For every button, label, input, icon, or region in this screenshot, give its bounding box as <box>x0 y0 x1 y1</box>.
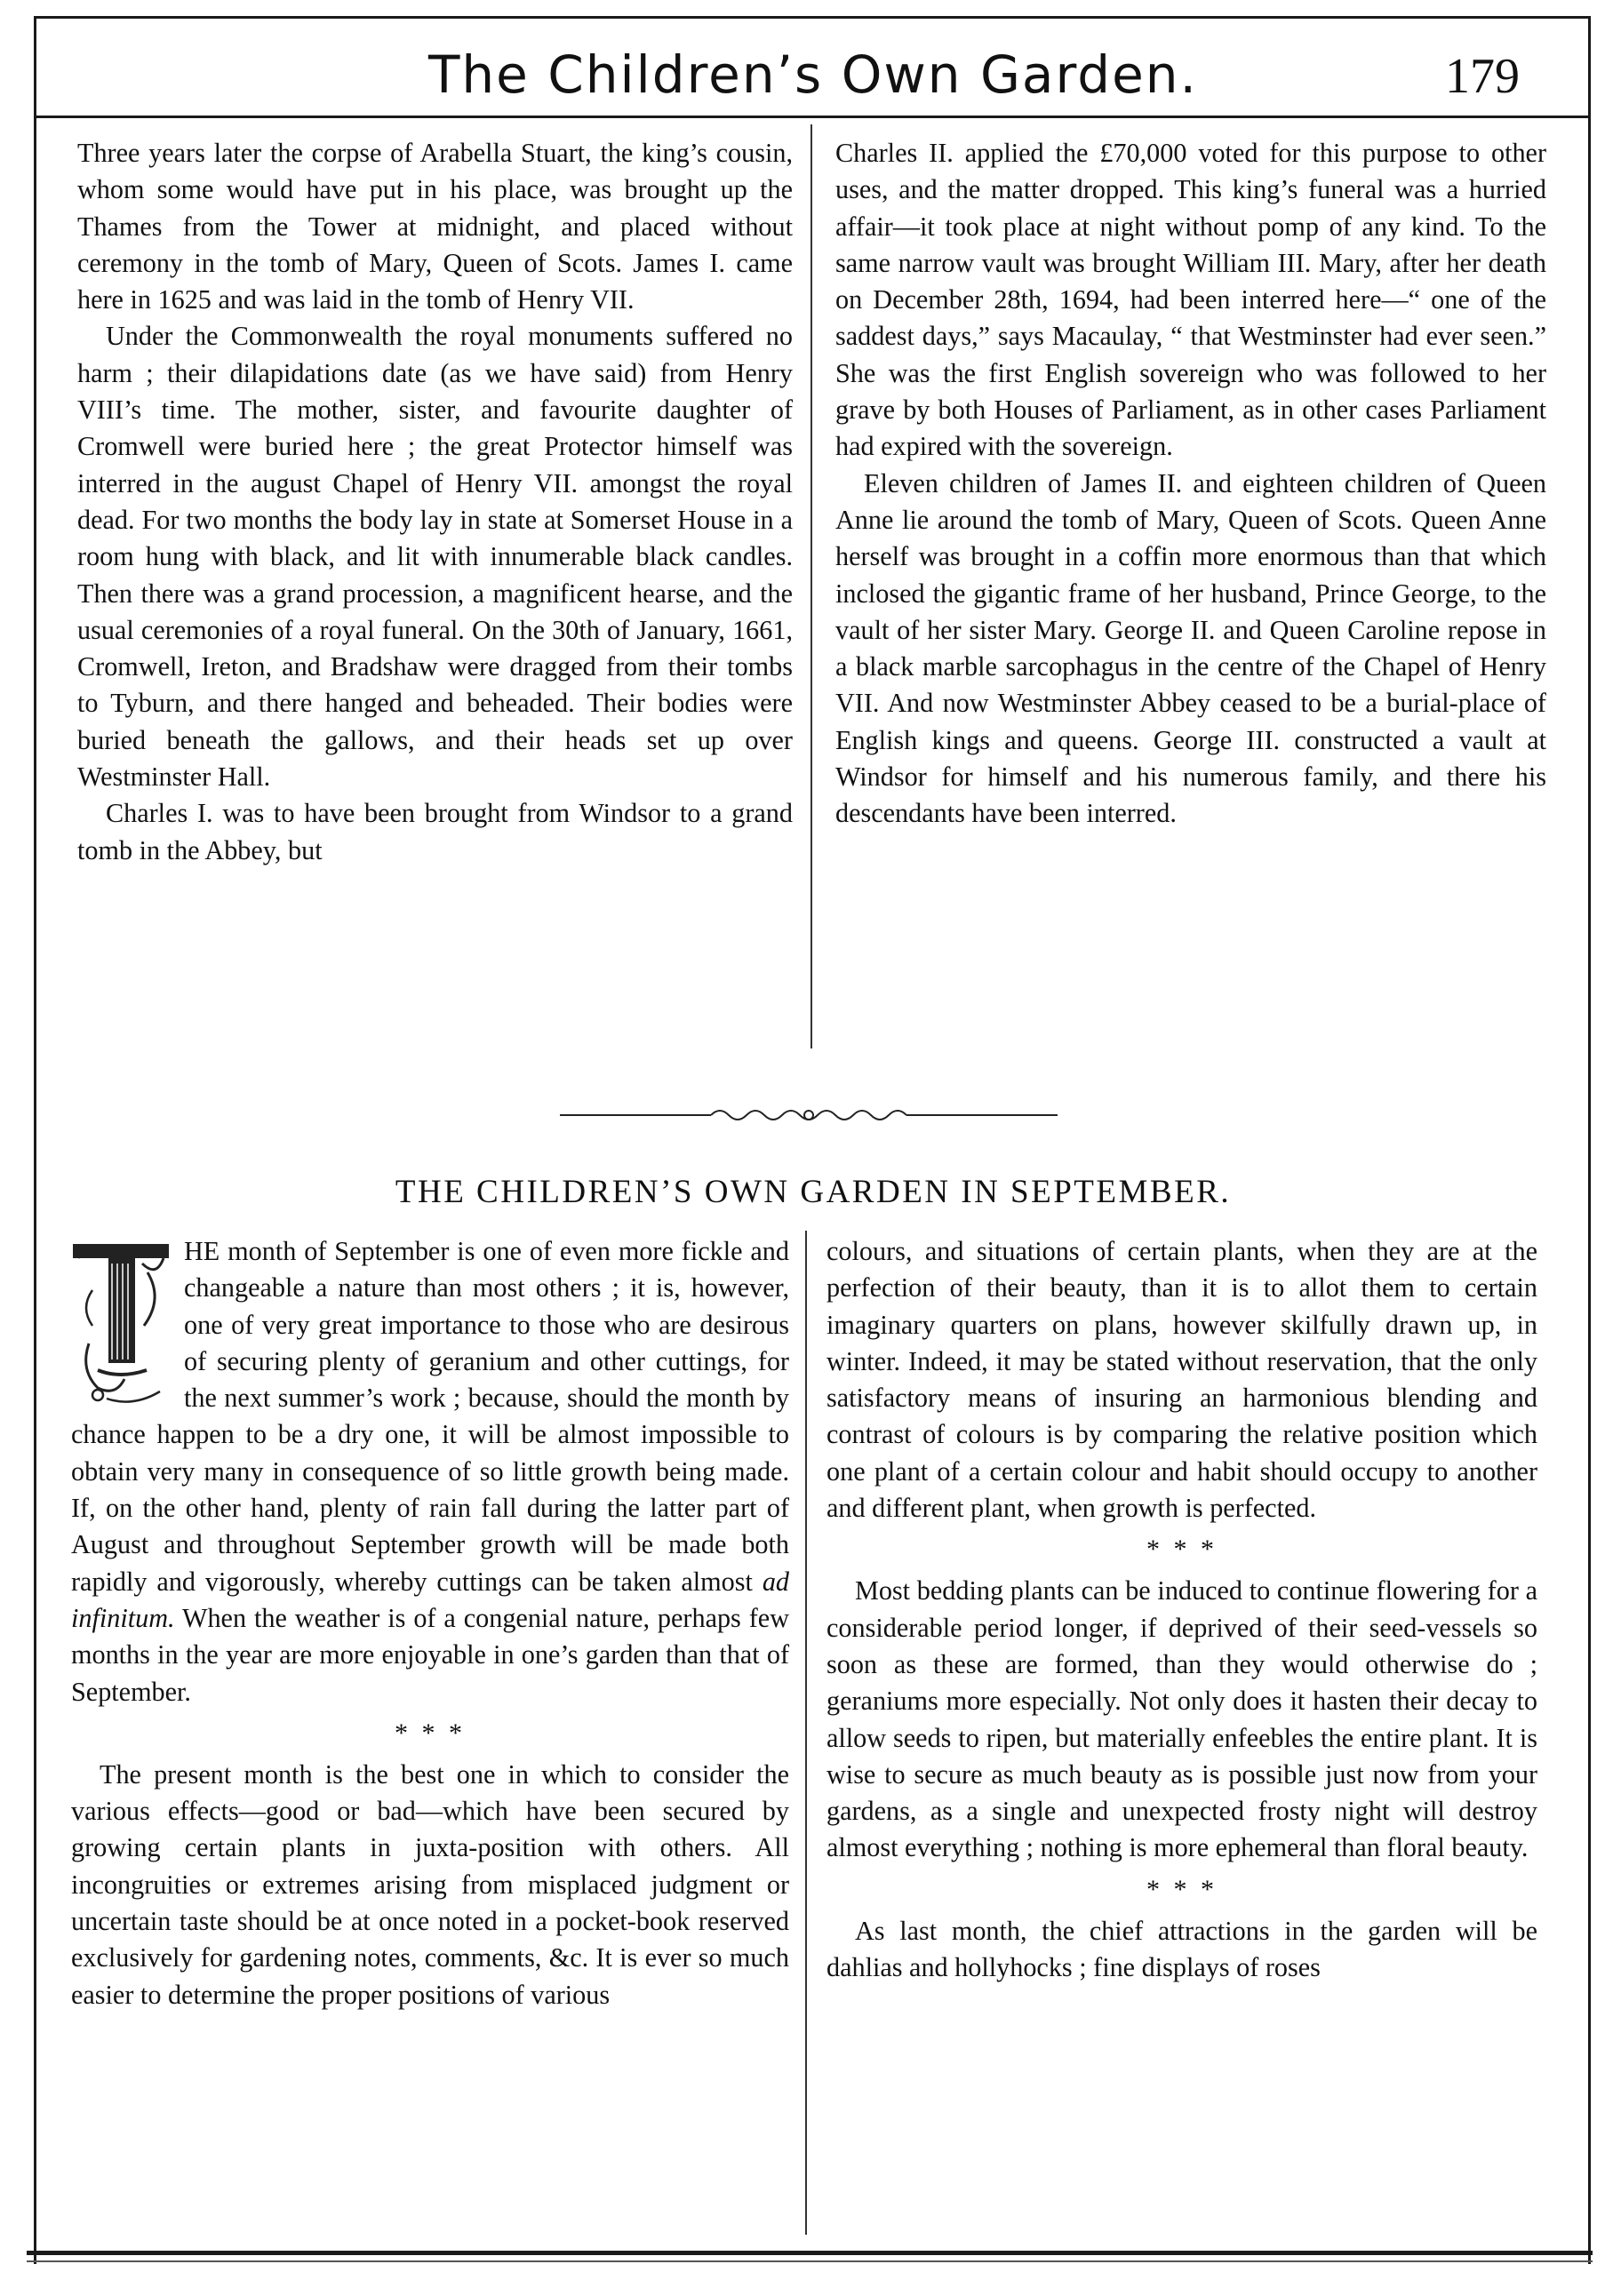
column-divider <box>805 1231 807 2235</box>
paragraph: Under the Commonwealth the royal monuments suffered no harm ; their dilapidations date (as we have said) from Henry VIII’s time. The mother, sister, and favourite daughter of Cromwell were buried here ; the great Protector himself was interred in the august Chapel of Henry VII. amongst the royal dead. For two months the body lay in state at Somerset House in a room hung with black, and lit with innumerable black candles. Then there was a grand procession, a magnificent hearse, and the usual ceremonies of a royal funeral. On the 30th of January, 1661, Cromwell, Ireton, and Bradshaw were dragged from their tombs to Tyburn, and there hanged and beheaded. Their bodies were buried beneath the gallows, and their heads set up over Westminster Hall. <box>77 321 793 793</box>
paragraph-text: HE month of September is one of even more fickle and changeable a nature than most others ; it is, however, one of very great importance to those who are desirous of securing plenty of geranium and other cuttings, for the next summer’s work ; because, should the month by chance happen to be a dry one, it will be almost impossible to obtain very many in consequence of so little growth being made. If, on the other hand, plenty of rain fall during the latter part of August and throughout September growth will be made both rapidly and vigorously, whereby cuttings can be taken almost <box>71 1236 789 1597</box>
article1-column-right <box>835 135 1546 833</box>
paragraph: Eleven children of James II. and eighteen children of Queen Anne lie around the tomb of Mary, Queen of Scots. Queen Anne herself was brought in a coffin more enormous than that which inclosed the gigantic frame of her husband, Prince George, to the vault of her sister Mary. George II. and Queen Caroline repose in a black marble sarcophagus in the centre of the Chapel of Henry VII. And now Westminster Abbey ceased to be a burial-place of English kings and queens. George III. constructed a vault at Windsor for himself and his numerous family, and there his descendants have been interred. <box>835 467 1546 829</box>
paragraph: colours, and situations of certain plants, when they are at the perfection of their beauty, than it is to allot them to certain imaginary quarters on plans, however skilfully drawn up, in winter. Indeed, it may be stated without reservation, that the only satisfactory means of insuring an harmonious blending and contrast of colours is by comparing the relative position which one plant of a certain colour and habit should occupy to another and different plant, when growth is perfected. <box>826 1236 1537 1524</box>
paragraph <box>71 1233 789 1710</box>
drop-cap-t-icon <box>71 1237 173 1415</box>
article2-column-right <box>826 1233 1537 1986</box>
article1-column-left <box>77 135 793 869</box>
paragraph: Three years later the corpse of Arabella Stuart, the king’s cousin, whom some would have put in his place, was brought up the Thames from the Tower at midnight, and placed without ceremony in the tomb of Mary, Queen of Scots. James I. came here in 1625 and was laid in the tomb of Henry VII. <box>77 138 793 315</box>
paragraph: As last month, the chief attractions in the garden will be dahlias and hollyhocks ; fine displays of roses <box>826 1915 1537 1983</box>
paragraph-text: When the weather is of a congenial nature, perhaps few months in the year are more enjoyable in one’s garden than that of September. <box>71 1602 789 1707</box>
header-rule <box>36 116 1591 118</box>
section-stars: * * * <box>1146 1535 1218 1565</box>
section-stars: * * * <box>395 1718 466 1748</box>
paragraph: The present month is the best one in which to consider the various effects—good or bad—which have been secured by growing certain plants in juxta-position with others. All incongruities or extremes arising from misplaced judgment or uncertain taste should be at once noted in a pocket-book reserved exclusively for gardening notes, comments, &c. It is ever so much easier to determine the proper positions of various <box>71 1758 789 2010</box>
paragraph: Charles II. applied the £70,000 voted for this purpose to other uses, and the matter dropped. This king’s funeral was a hurried affair—it took place at night without pomp of any kind. To the same narrow vault was brought William III. Mary, after her death on December 28th, 1694, had been interred here—“ one of the saddest days,” says Macaulay, “ that Westminster had ever seen.” She was the first English sovereign who was followed to her grave by both Houses of Parliament, as in other cases Parliament had expired with the sovereign. <box>835 138 1546 462</box>
column-divider <box>810 124 812 1048</box>
section-stars: * * * <box>1146 1874 1218 1904</box>
running-header <box>36 37 1591 117</box>
section-title: THE CHILDREN’S OWN GARDEN IN SEPTEMBER. <box>395 1174 1232 1210</box>
paragraph: Most bedding plants can be induced to continue flowering for a considerable period longer, if deprived of their seed-vessels so soon as these are formed, than they would otherwise do ; geraniums more especially. Not only does it hasten their decay to allow seeds to ripen, but materially enfeebles the entire plant. It is wise to secure as much beauty as is possible just now from your gardens, as a single and unexpected frosty night will destroy almost everything ; nothing is more ephemeral than floral beauty. <box>826 1575 1537 1863</box>
ornament-divider <box>560 1102 1058 1128</box>
bottom-rule-thin <box>27 2260 1593 2262</box>
paragraph: Charles I. was to have been brought from Windsor to a grand tomb in the Abbey, but <box>77 798 793 865</box>
running-title: The Children’s Own Garden. <box>427 44 1198 105</box>
bottom-rule <box>27 2251 1593 2255</box>
article2-column-left <box>71 1233 789 2013</box>
italic-phrase: ad infinitum. <box>71 1566 790 1633</box>
page-number: 179 <box>1445 49 1520 104</box>
